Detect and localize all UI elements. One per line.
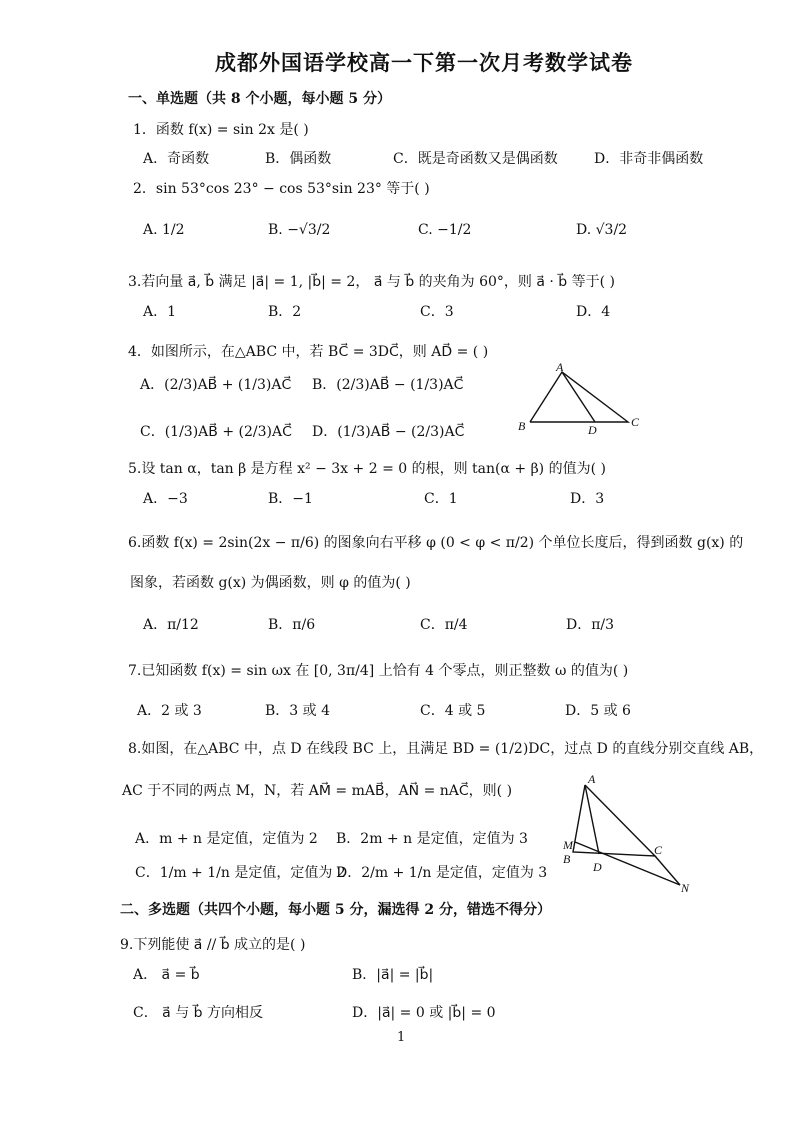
question-8-option-b: B．2m + n 是定值，定值为 3 xyxy=(336,831,528,847)
figure-label-d: D xyxy=(593,860,602,874)
figure-label-a: A xyxy=(588,772,596,786)
question-3-option-c: C．3 xyxy=(420,304,454,320)
question-9-option-b: B．|a⃗| = |b⃗| xyxy=(352,967,434,983)
question-8-stem-line-1: 8.如图，在△ABC 中，点 D 在线段 BC 上，且满足 BD = (1/2)DC，过点 D 的直线分别交直线 AB， xyxy=(128,741,764,757)
question-7-option-a: A．2 或 3 xyxy=(137,703,202,719)
question-5-option-b: B．−1 xyxy=(268,491,313,507)
page-number: 1 xyxy=(397,1030,406,1045)
question-8-option-d: D．2/m + 1/n 是定值，定值为 3 xyxy=(336,865,548,881)
figure-label-m: M xyxy=(563,838,573,852)
question-7-stem: 7.已知函数 f(x) = sin ωx 在 [0, 3π/4] 上恰有 4 个零点，则正整数 ω 的值为( ) xyxy=(128,663,629,679)
question-2-stem: 2．sin 53°cos 23° − cos 53°sin 23° 等于( ) xyxy=(133,181,430,197)
question-9-stem: 9.下列能使 a⃗ // b⃗ 成立的是( ) xyxy=(120,937,306,953)
question-1-option-a: A．奇函数 xyxy=(143,151,210,167)
question-3-option-b: B．2 xyxy=(268,304,302,320)
question-8-stem-line-2: AC 于不同的两点 M，N，若 AM⃗ = mAB⃗，AN⃗ = nAC⃗，则( ) xyxy=(122,783,513,799)
question-5-option-c: C．1 xyxy=(424,491,458,507)
section-heading-multiple-choice: 二、多选题（共四个小题，每小题 5 分，漏选得 2 分，错选不得分） xyxy=(120,902,551,918)
figure-label-c: C xyxy=(631,415,640,429)
figure-label-a: A xyxy=(556,360,564,374)
triangle-mn-figure xyxy=(555,770,700,895)
question-4-option-a: A．(2/3)AB⃗ + (1/3)AC⃗ xyxy=(140,377,292,393)
question-6-stem-line-1: 6.函数 f(x) = 2sin(2x − π/6) 的图象向右平移 φ (0 < φ < π/2) 个单位长度后，得到函数 g(x) 的 xyxy=(128,535,744,551)
question-5-stem: 5.设 tan α，tan β 是方程 x² − 3x + 2 = 0 的根，则 tan(α + β) 的值为( ) xyxy=(128,461,606,477)
question-6-stem-line-2: 图象，若函数 g(x) 为偶函数，则 φ 的值为( ) xyxy=(130,575,411,591)
figure-label-c: C xyxy=(654,843,663,857)
question-7-option-b: B．3 或 4 xyxy=(265,703,331,719)
question-8-option-a: A．m + n 是定值，定值为 2 xyxy=(135,831,318,847)
question-5-option-a: A．−3 xyxy=(143,491,188,507)
question-5-option-d: D．3 xyxy=(570,491,605,507)
question-3-stem: 3.若向量 a⃗, b⃗ 满足 |a⃗| = 1, |b⃗| = 2， a⃗ 与 b⃗ 的夹角为 60°，则 a⃗ · b⃗ 等于( ) xyxy=(128,274,616,290)
figure-label-b: B xyxy=(518,419,526,433)
question-6-option-b: B．π/6 xyxy=(268,617,316,633)
question-4-option-d: D．(1/3)AB⃗ − (2/3)AC⃗ xyxy=(312,424,465,440)
question-2-option-b: B. −√3/2 xyxy=(268,222,331,238)
question-9-option-c: C． a⃗ 与 b⃗ 方向相反 xyxy=(133,1005,263,1021)
page-title: 成都外国语学校高一下第一次月考数学试卷 xyxy=(215,50,633,75)
question-3-option-a: A．1 xyxy=(143,304,177,320)
question-7-option-d: D．5 或 6 xyxy=(565,703,631,719)
question-4-option-c: C．(1/3)AB⃗ + (2/3)AC⃗ xyxy=(140,424,292,440)
question-4-stem: 4．如图所示，在△ABC 中，若 BC⃗ = 3DC⃗，则 AD⃗ = ( ) xyxy=(128,344,489,360)
question-9-option-d: D．|a⃗| = 0 或 |b⃗| = 0 xyxy=(352,1005,496,1021)
question-6-option-c: C．π/4 xyxy=(420,617,468,633)
triangle-abc-figure xyxy=(510,360,650,435)
question-1-option-c: C．既是奇函数又是偶函数 xyxy=(393,151,558,167)
question-2-option-d: D. √3/2 xyxy=(576,222,628,238)
question-1-option-d: D．非奇非偶函数 xyxy=(594,151,704,167)
question-6-option-a: A．π/12 xyxy=(143,617,199,633)
figure-label-b: B xyxy=(563,852,571,866)
question-1-stem: 1．函数 f(x) = sin 2x 是( ) xyxy=(133,122,309,138)
question-4-option-b: B．(2/3)AB⃗ − (1/3)AC⃗ xyxy=(312,377,464,393)
figure-label-d: D xyxy=(588,423,597,435)
question-2-option-c: C. −1/2 xyxy=(418,222,472,238)
question-3-option-d: D．4 xyxy=(576,304,611,320)
question-6-option-d: D．π/3 xyxy=(566,617,615,633)
section-heading-single-choice: 一、单选题（共 8 个小题，每小题 5 分） xyxy=(128,91,391,107)
question-9-option-a: A． a⃗ = b⃗ xyxy=(133,967,200,983)
question-1-option-b: B．偶函数 xyxy=(265,151,332,167)
question-2-option-a: A. 1/2 xyxy=(143,222,185,238)
figure-label-n: N xyxy=(681,881,690,895)
question-8-option-c: C．1/m + 1/n 是定值，定值为 2 xyxy=(135,865,346,881)
question-7-option-c: C．4 或 5 xyxy=(420,703,486,719)
